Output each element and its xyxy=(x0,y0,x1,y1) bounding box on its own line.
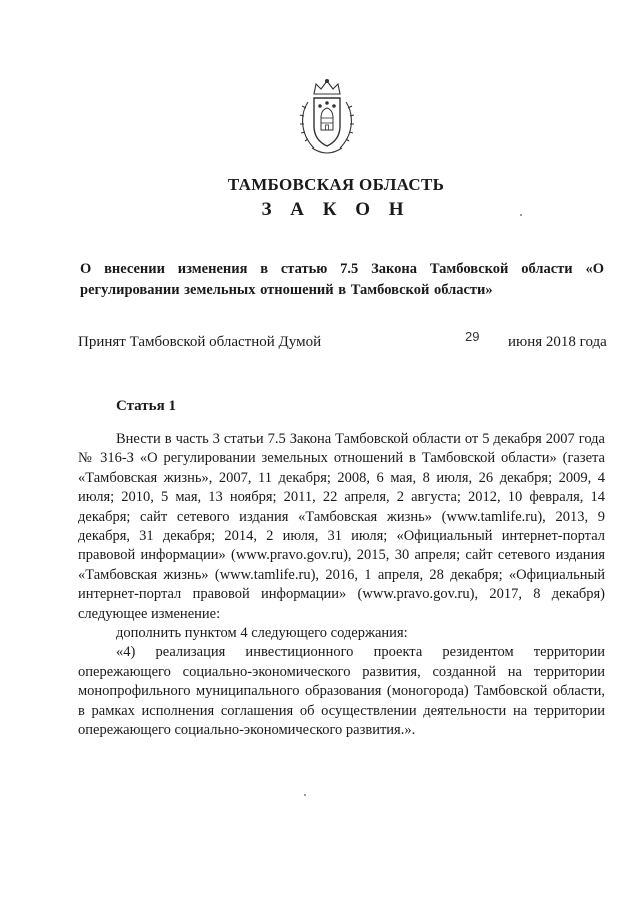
article-paragraph-intro: дополнить пунктом 4 следующего содержания: xyxy=(116,625,408,642)
law-title: О внесении изменения в статью 7.5 Закона Тамбовской области «О регулировании земельных отношений в Тамбовской области» xyxy=(80,261,604,298)
coat-of-arms-emblem xyxy=(296,78,358,158)
article-paragraph-new-item: «4) реализация инвестиционного проекта резидентом территории опережающего социально-экономического развития, созданной на территории монопрофильного муниципального образования (моногорода) Тамбовской области, в рамках исполнения соглашения об осуществлении деятельности на территории опережающего социально-экономического развития.». xyxy=(78,644,605,739)
adoption-day: 29 xyxy=(465,329,480,344)
scan-speck xyxy=(304,794,306,796)
article-heading: Статья 1 xyxy=(116,398,176,414)
adoption-month-year: июня 2018 года xyxy=(508,334,607,350)
scan-speck xyxy=(520,214,522,216)
document-type-heading: З А К О Н xyxy=(261,199,411,220)
adoption-label: Принят Тамбовской областной Думой xyxy=(78,334,322,350)
article-paragraph-amendment: Внести в часть 3 статьи 7.5 Закона Тамбовской области от 5 декабря 2007 года № 316-З «О регулировании земельных отношений в Тамбовской области» (газета «Тамбовская жизнь», 2007, 11 декабря; 2008, 6 мая, 8 июля, 26 декабря; 2009, 4 июля; 2010, 5 мая, 13 ноября; 2011, 22 апреля, 2 августа; 2012, 10 февраля, 14 декабря; сайт сетевого издания «Тамбовская жизнь» (www.tamlife.ru), 2013, 9 декабря, 31 декабря; 2014, 2 июля, 31 июля; «Официальный интернет-портал правовой информации» (www.pravo.gov.ru), 2015, 30 апреля; сайт сетевого издания «Тамбовская жизнь» (www.tamlife.ru), 2016, 1 апреля, 28 декабря; «Официальный интернет-портал правовой информации» (www.pravo.gov.ru), 2017, 8 декабря) следующее изменение: xyxy=(78,431,605,622)
region-name: ТАМБОВСКАЯ ОБЛАСТЬ xyxy=(227,175,445,194)
article-body xyxy=(78,430,605,741)
